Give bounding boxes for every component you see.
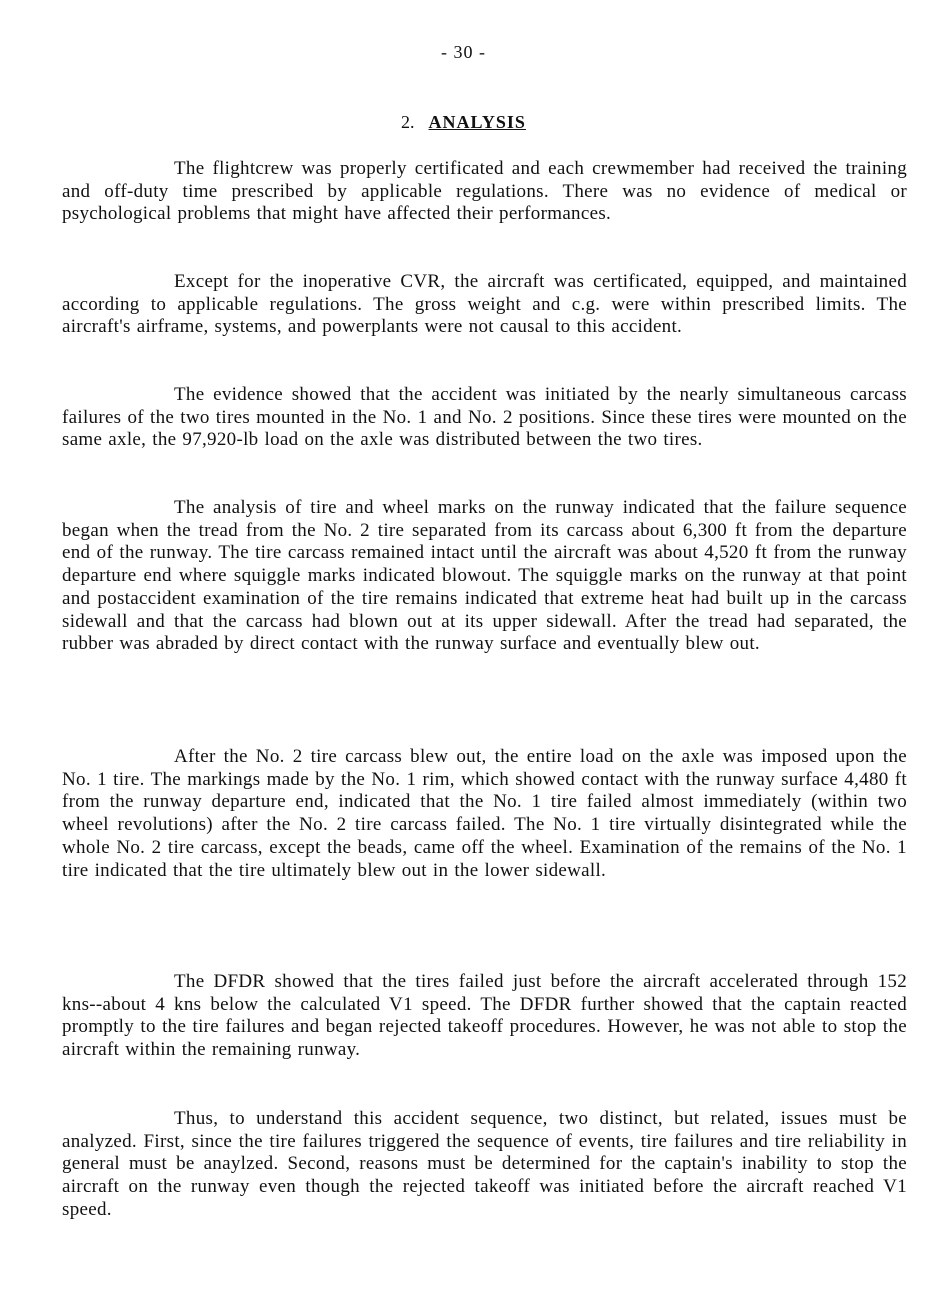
paragraph-no1-tire: After the No. 2 tire carcass blew out, the entire load on the axle was imposed upon the No. 1 tire. The markings made by the No. 1 rim, which showed contact with the runway surface 4,480 ft from the runway departure end, indicated that the No. 1 tire failed almost immediately (within two wheel revolutions) after the No. 2 tire carcass failed. The No. 1 tire virtually disintegrated while the whole No. 2 tire carcass, except the beads, came off the wheel. Examination of the remains of the No. 1 tire indicated that the tire ultimately blew out in the lower sidewall. — [62, 746, 907, 881]
page-number: - 30 - — [441, 42, 486, 62]
paragraph-flightcrew: The flightcrew was properly certificated and each crewmember had received the training and off-duty time prescribed by applicable regulations. There was no evidence of medical or psychological problems that might have affected their performances. — [62, 158, 907, 225]
paragraph-dfdr: The DFDR showed that the tires failed just before the aircraft accelerated through 152 kns--about 4 kns below the calculated V1 speed. The DFDR further showed that the captain reacted promptly to the tire failures and began rejected takeoff procedures. However, he was not able to stop the aircraft within the remaining runway. — [62, 971, 907, 1061]
paragraph-failure-sequence: The analysis of tire and wheel marks on the runway indicated that the failure sequence began when the tread from the No. 2 tire separated from its carcass about 6,300 ft from the departure end of the runway. The tire carcass remained intact until the aircraft was about 4,520 ft from the runway departure end where squiggle marks indicated blowout. The squiggle marks on the runway at that point and postaccident examination of the tire remains indicated that extreme heat had built up in the carcass sidewall and that the carcass had blown out at its upper sidewall. After the tread had separated, the rubber was abraded by direct contact with the runway surface and eventually blew out. — [62, 497, 907, 655]
paragraph-tire-failures: The evidence showed that the accident was initiated by the nearly simultaneous carcass failures of the two tires mounted in the No. 1 and No. 2 positions. Since these tires were mounted on the same axle, the 97,920-lb load on the axle was distributed between the two tires. — [62, 384, 907, 451]
paragraph-aircraft-certification: Except for the inoperative CVR, the aircraft was certificated, equipped, and maintained according to applicable regulations. The gross weight and c.g. were within prescribed limits. The aircraft's airframe, systems, and powerplants were not causal to this accident. — [62, 271, 907, 338]
section-number: 2. — [401, 112, 415, 132]
section-heading — [0, 112, 927, 133]
paragraph-issues: Thus, to understand this accident sequence, two distinct, but related, issues must be analyzed. First, since the tire failures triggered the sequence of events, tire failures and tire reliability in general must be anaylzed. Second, reasons must be determined for the captain's inability to stop the aircraft on the runway even though the rejected takeoff was initiated before the aircraft reached V1 speed. — [62, 1108, 907, 1220]
section-title: ANALYSIS — [428, 112, 526, 132]
